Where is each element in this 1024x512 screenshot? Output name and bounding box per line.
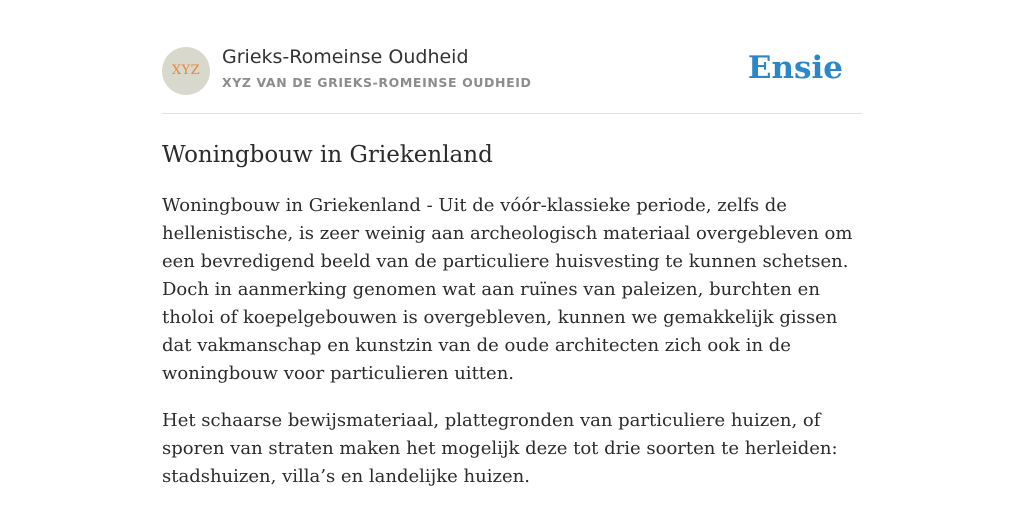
brand-logo[interactable]: Ensie [747,50,843,86]
article-paragraph: Het schaarse bewijsmateriaal, plattegronden van particuliere huizen, of sporen van straten maken het mogelijk deze tot drie soorten te herleiden: stadshuizen, villa’s en landelijke huizen. [162,410,838,487]
source-avatar[interactable]: XYZ [162,47,210,95]
source-header [162,0,862,114]
source-subtitle: XYZ VAN DE GRIEKS-ROMEINSE OUDHEID [222,75,532,90]
source-title[interactable]: Grieks-Romeinse Oudheid [222,46,469,68]
article-title: Woningbouw in Griekenland [162,142,493,168]
article-paragraph: Woningbouw in Griekenland - Uit de vóór-klassieke periode, zelfs de hellenistische, is zeer weinig aan archeologisch materiaal overgebleven om een bevredigend beeld van de particuliere huisvesting te kunnen schetsen. Doch in aanmerking genomen wat aan ruïnes van paleizen, burchten en tholoi of koepelgebouwen is overgebleven, kunnen we gemakkelijk gissen dat vakmanschap en kunstzin van de oude architecten zich ook in de woningbouw voor particulieren uitten. [162,195,853,384]
page-container [162,0,862,491]
